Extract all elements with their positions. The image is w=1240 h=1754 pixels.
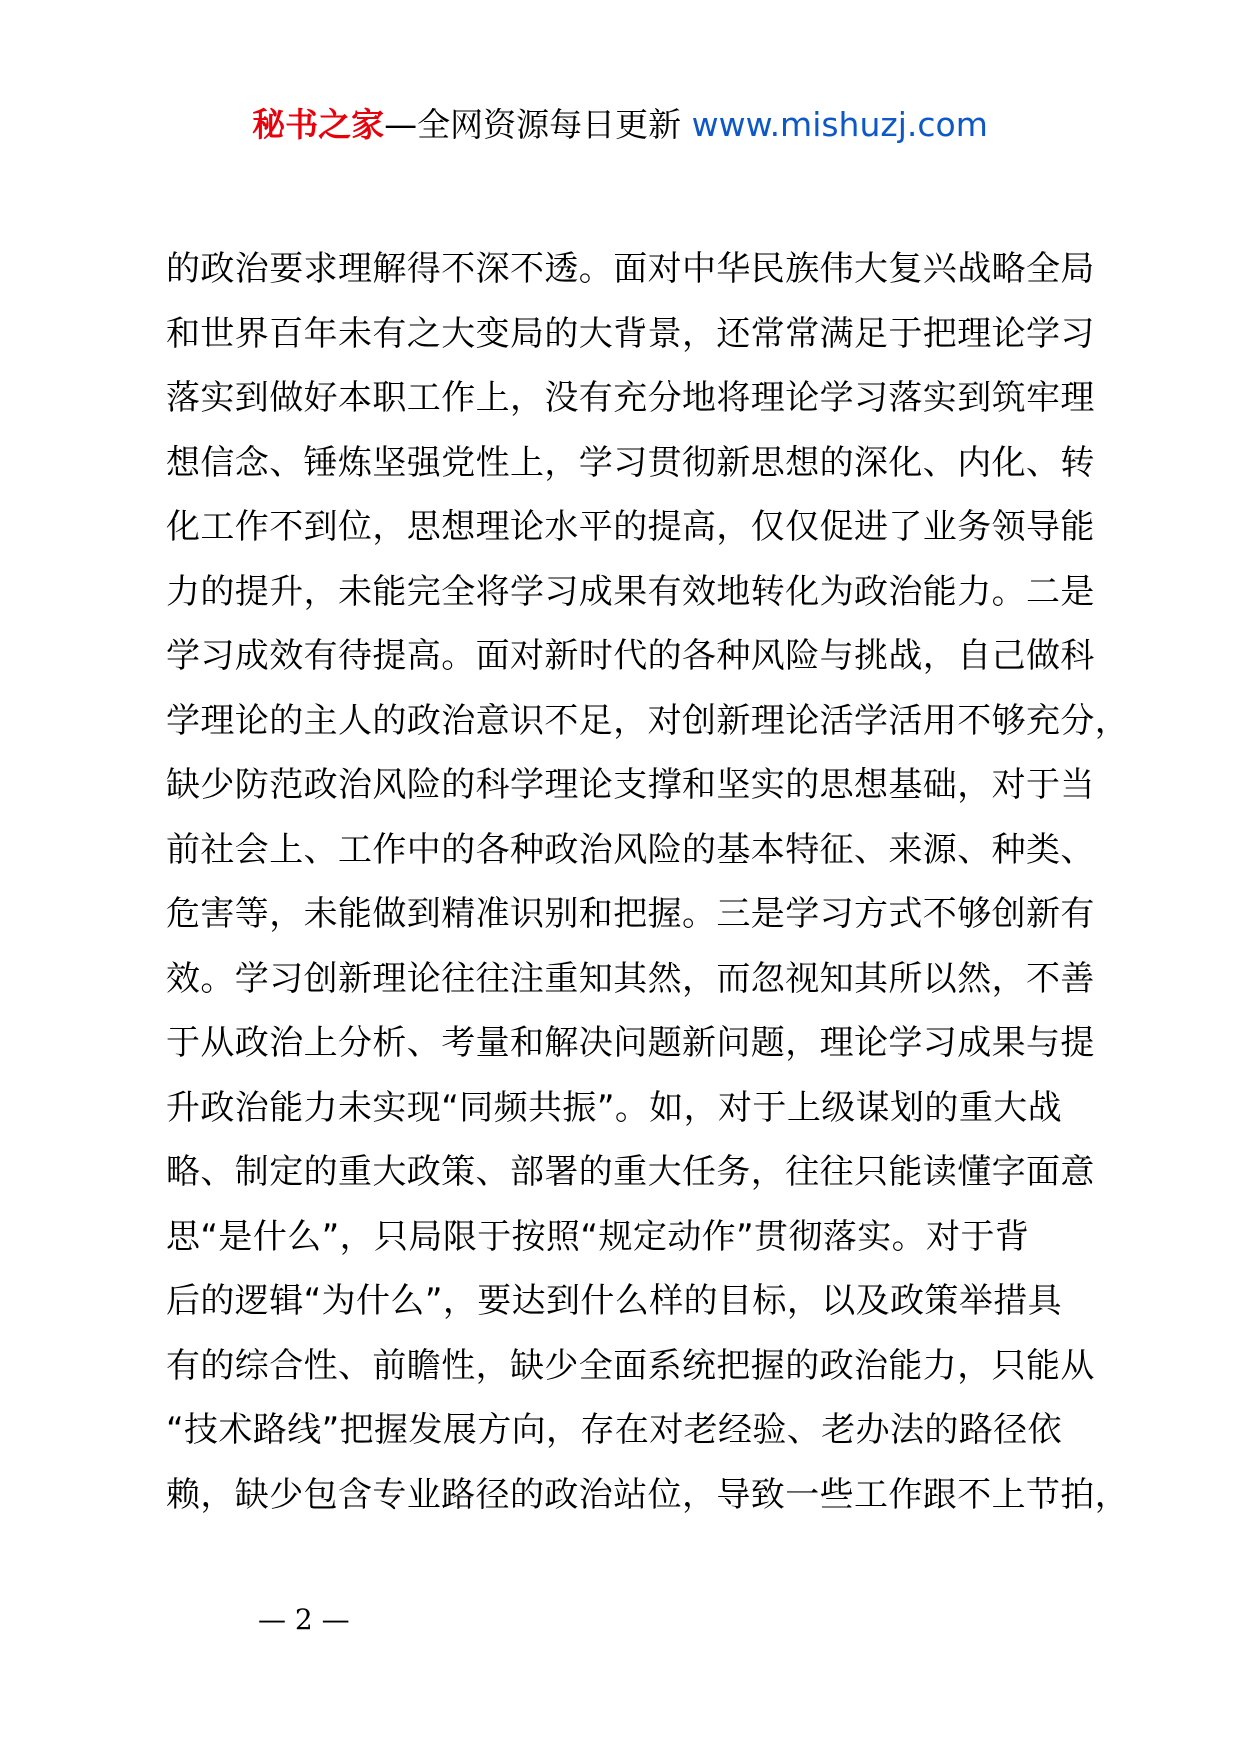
body-line: 缺少防范政治风险的科学理论支撑和坚实的思想基础，对于当 <box>166 765 1095 805</box>
body-line: “技术路线”把握发展方向，存在对老经验、老办法的路径依 <box>166 1410 1063 1450</box>
body-line: 前社会上、工作中的各种政治风险的基本特征、来源、种类、 <box>166 829 1095 870</box>
body-line: 学理论的主人的政治意识不足，对创新理论活学活用不够充分， <box>166 700 1130 741</box>
body-line: 力的提升，未能完全将学习成果有效地转化为政治能力。二是 <box>166 571 1095 612</box>
body-line: 赖，缺少包含专业路径的政治站位，导致一些工作跟不上节拍， <box>166 1474 1130 1515</box>
site-brand: 秘书之家 <box>252 105 385 144</box>
body-line: 的政治要求理解得不深不透。面对中华民族伟大复兴战略全局 <box>166 249 1095 289</box>
document-body <box>166 237 1130 1527</box>
body-line: 略、制定的重大政策、部署的重大任务，往往只能读懂字面意 <box>166 1152 1095 1192</box>
body-line: 于从政治上分析、考量和解决问题新问题，理论学习成果与提 <box>166 1023 1095 1063</box>
body-line: 落实到做好本职工作上，没有充分地将理论学习落实到筑牢理 <box>166 378 1095 418</box>
page-header <box>0 100 1240 150</box>
body-line: 和世界百年未有之大变局的大背景，还常常满足于把理论学习 <box>166 313 1095 354</box>
body-line: 后的逻辑“为什么”，要达到什么样的目标，以及政策举措具 <box>166 1281 1063 1321</box>
body-line: 化工作不到位，思想理论水平的提高，仅仅促进了业务领导能 <box>166 507 1095 547</box>
body-line: 有的综合性、前瞻性，缺少全面系统把握的政治能力，只能从 <box>166 1345 1095 1386</box>
site-url-link[interactable]: www.mishuzj.com <box>691 105 988 144</box>
body-line: 危害等，未能做到精准识别和把握。三是学习方式不够创新有 <box>166 894 1095 934</box>
body-line: 学习成效有待提高。面对新时代的各种风险与挑战，自己做科 <box>166 636 1095 676</box>
site-tagline: —全网资源每日更新 <box>384 105 682 144</box>
page-number: — 2 — <box>258 1603 350 1636</box>
body-line: 思“是什么”，只局限于按照“规定动作”贯彻落实。对于背 <box>166 1216 1030 1257</box>
body-line: 升政治能力未实现“同频共振”。如，对于上级谋划的重大战 <box>166 1087 1063 1128</box>
body-line: 效。学习创新理论往往注重知其然，而忽视知其所以然，不善 <box>166 958 1095 999</box>
body-line: 想信念、锤炼坚强党性上，学习贯彻新思想的深化、内化、转 <box>166 442 1095 483</box>
